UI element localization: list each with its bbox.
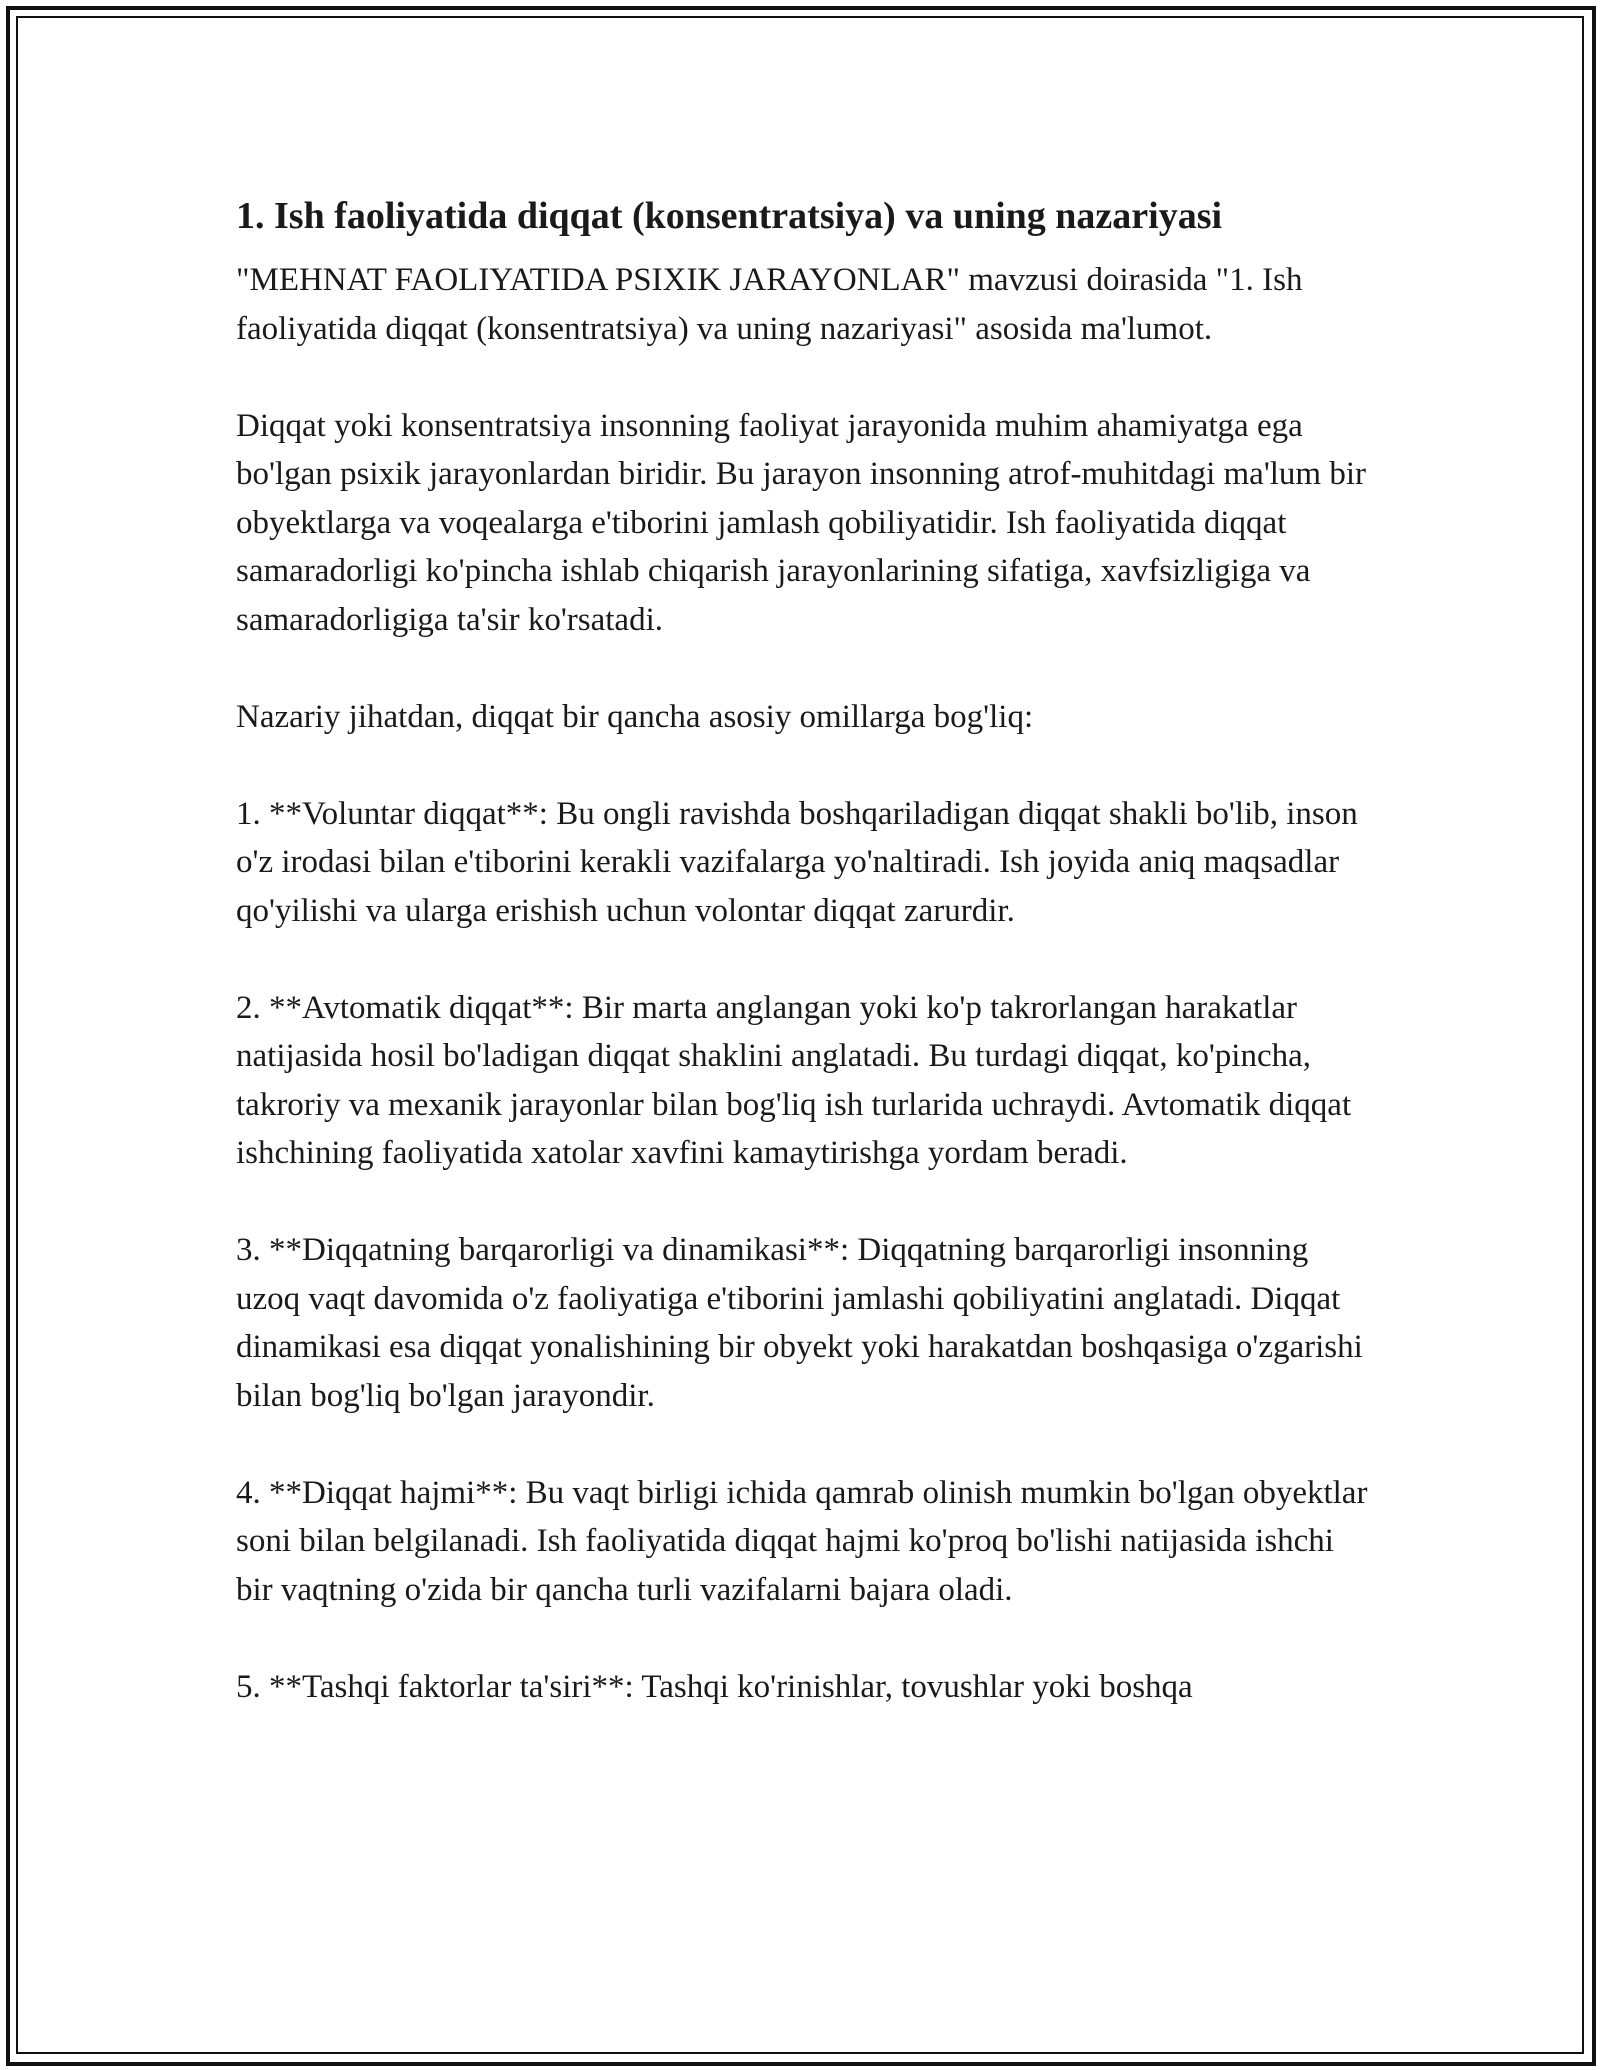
document-title: 1. Ish faoliyatida diqqat (konsentratsiya) va uning nazariyasi [236, 195, 1223, 237]
paragraph-intro: "MEHNAT FAOLIYATIDA PSIXIK JARAYONLAR" mavzusi doirasida "1. Ish faoliyatida diqqat (konsentratsiya) va uning nazariyasi" asosida ma'lumot. [236, 262, 1303, 347]
paragraph-theory-lead: Nazariy jihatdan, diqqat bir qancha asosiy omillarga bog'liq: [236, 698, 1034, 735]
list-item-automatic-attention: 2. **Avtomatik diqqat**: Bir marta anglangan yoki ko'p takrorlangan harakatlar natijasida hosil bo'ladigan diqqat shaklini anglatadi. Bu turdagi diqqat, ko'pincha, takroriy va mexanik jarayonlar bilan bog'liq ish turlarida uchraydi. Avtomatik diqqat ishchining faoliyatida xatolar xavfini kamaytirishga yordam beradi. [236, 989, 1352, 1171]
paragraph-definition: Diqqat yoki konsentratsiya insonning faoliyat jarayonida muhim ahamiyatga ega bo'lgan psixik jarayonlardan biridir. Bu jarayon insonning atrof-muhitdagi ma'lum bir obyektlarga va voqealarga e'tiborini jamlash qobiliyatidir. Ish faoliyatida diqqat samaradorligi ko'pincha ishlab chiqarish jarayonlarining sifatiga, xavfsizligiga va samaradorligiga ta'sir ko'rsatadi. [236, 407, 1367, 638]
list-item-voluntary-attention: 1. **Voluntar diqqat**: Bu ongli ravishda boshqariladigan diqqat shakli bo'lib, inson o'z irodasi bilan e'tiborini kerakli vazifalarga yo'naltiradi. Ish joyida aniq maqsadlar qo'yilishi va ularga erishish uchun volontar diqqat zarurdir. [236, 795, 1358, 929]
list-item-attention-volume: 4. **Diqqat hajmi**: Bu vaqt birligi ichida qamrab olinish mumkin bo'lgan obyektlar soni bilan belgilanadi. Ish faoliyatida diqqat hajmi ko'proq bo'lishi natijasida ishchi bir vaqtning o'zida bir qancha turli vazifalarni bajara oladi. [236, 1474, 1368, 1608]
document-body [236, 188, 1376, 1711]
list-item-attention-stability: 3. **Diqqatning barqarorligi va dinamikasi**: Diqqatning barqarorligi insonning uzoq vaqt davomida o'z faoliyatiga e'tiborini jamlashi qobiliyatini anglatadi. Diqqat dinamikasi esa diqqat yonalishining bir obyekt yoki harakatdan boshqasiga o'zgarishi bilan bog'liq bo'lgan jarayondir. [236, 1232, 1363, 1414]
list-item-external-factors: 5. **Tashqi faktorlar ta'siri**: Tashqi ko'rinishlar, tovushlar yoki boshqa [236, 1668, 1193, 1705]
